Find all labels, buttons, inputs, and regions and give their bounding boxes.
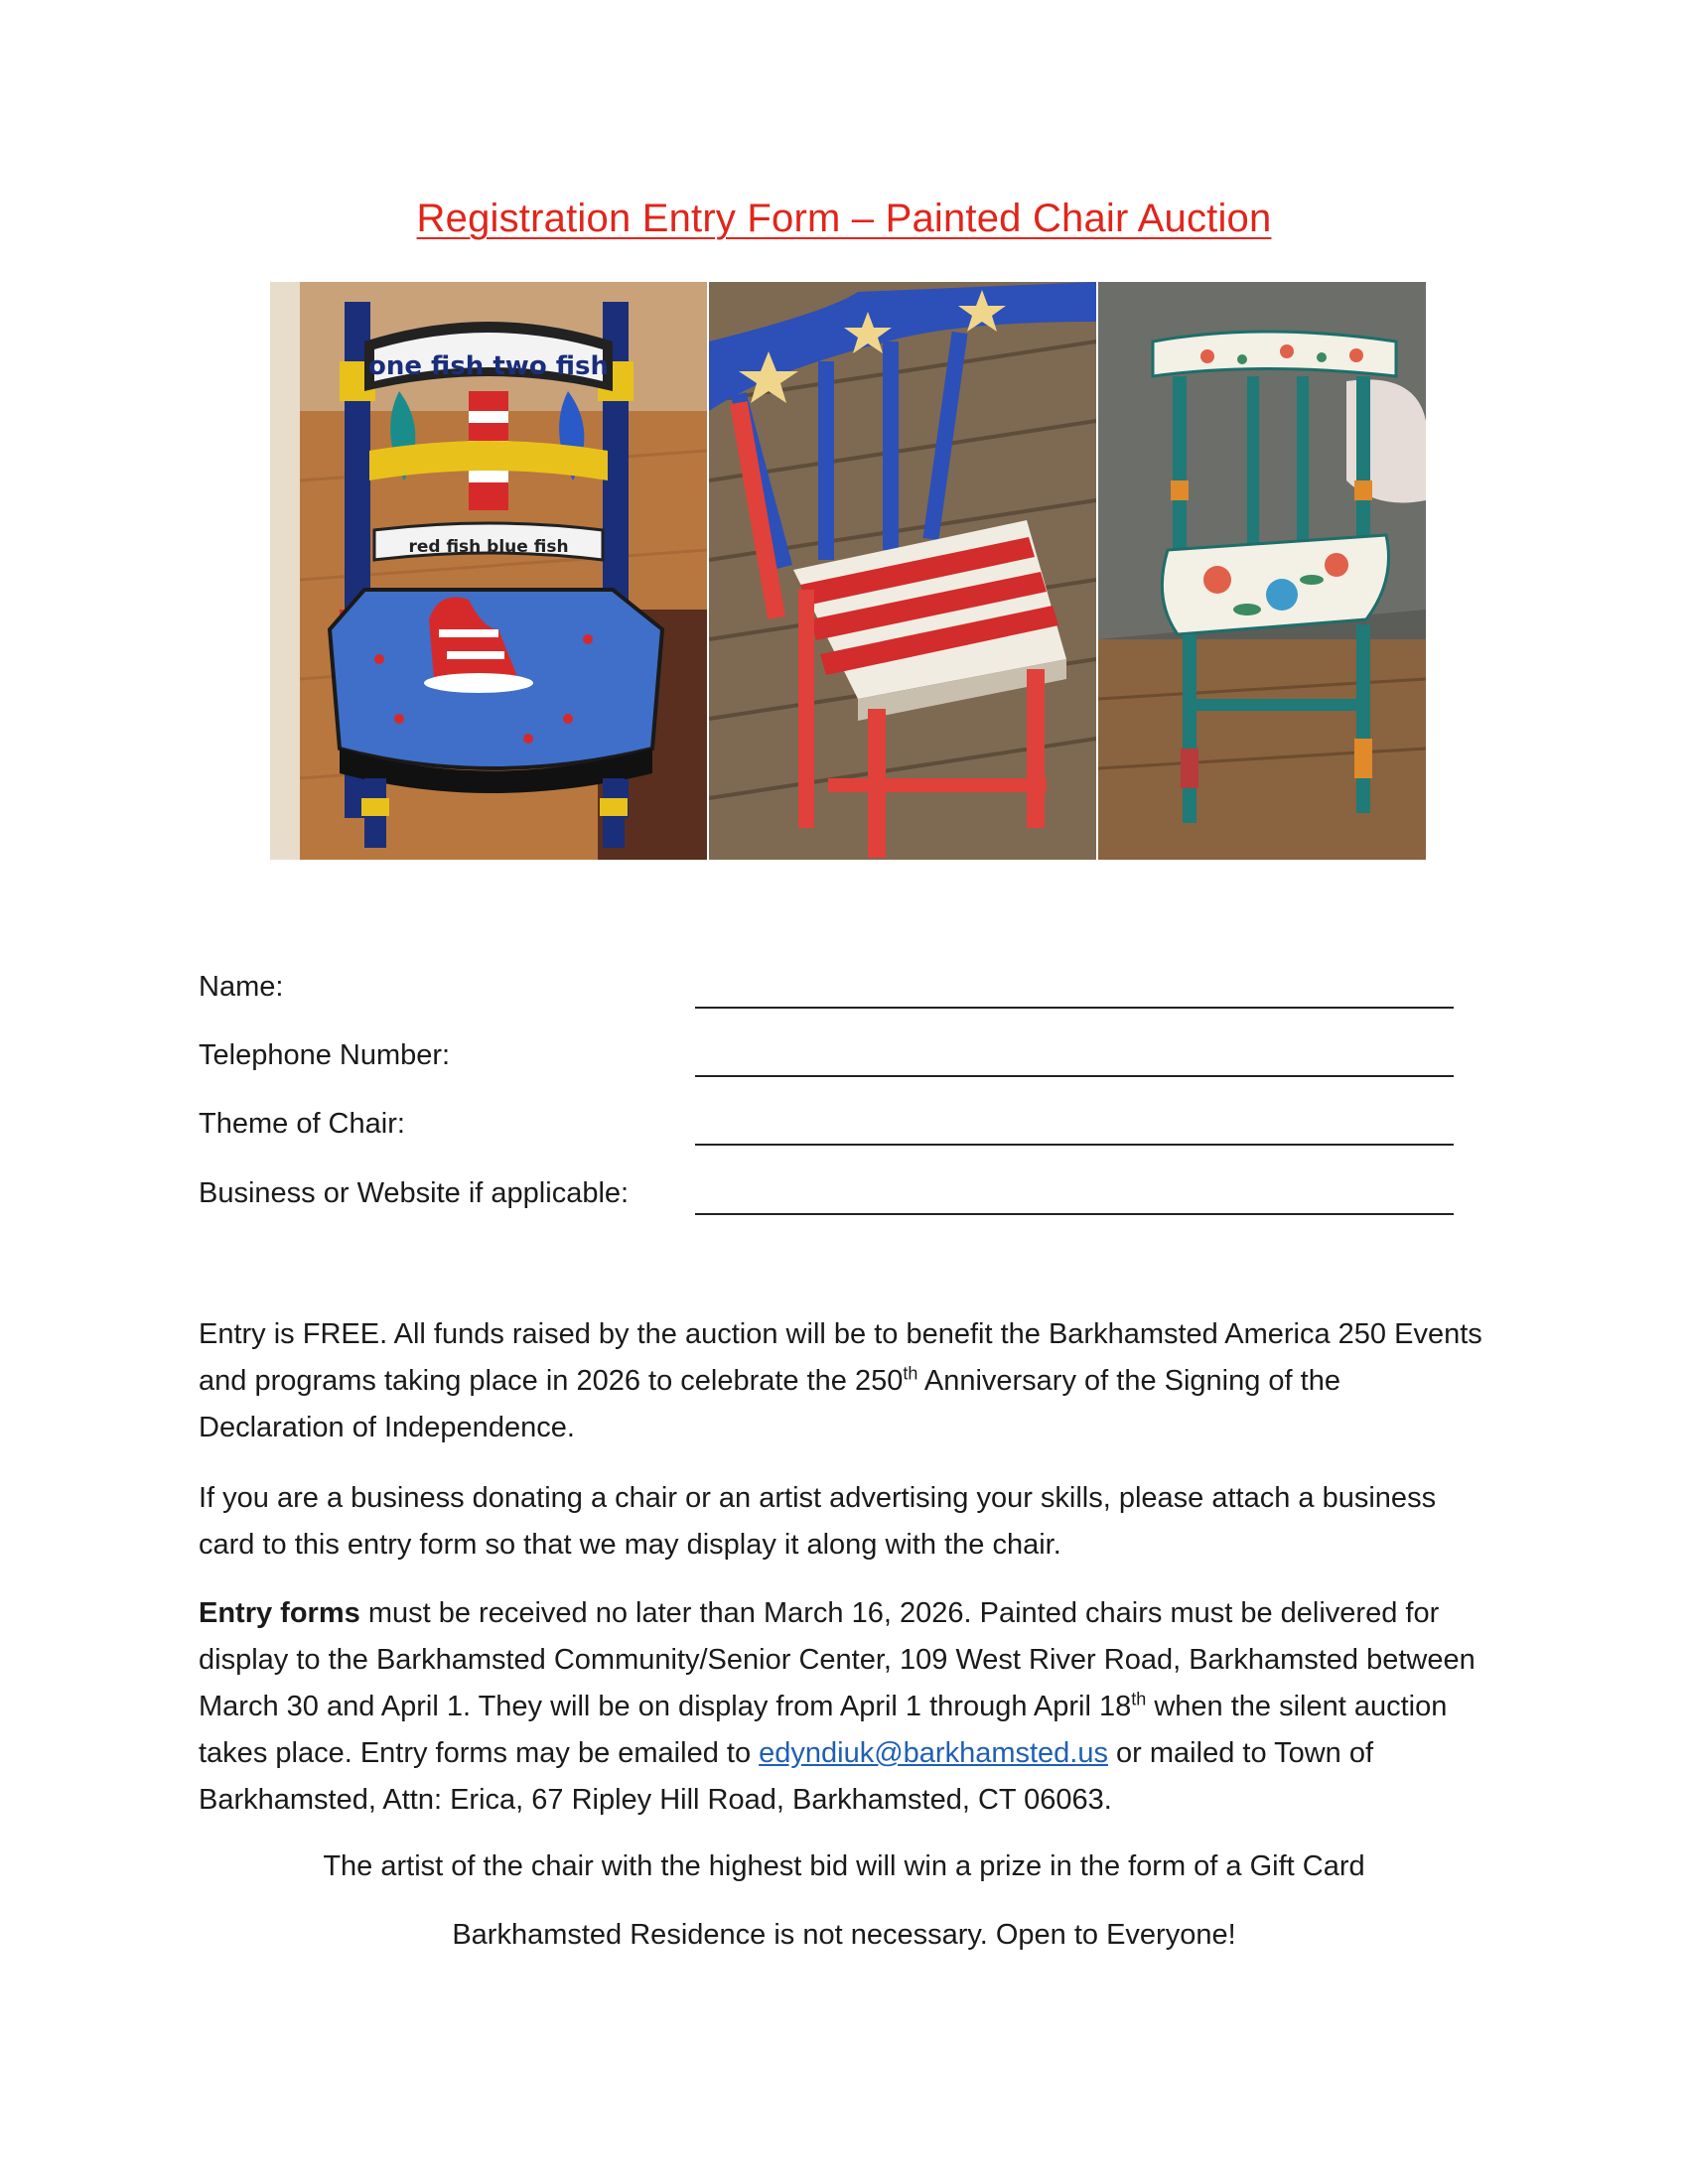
field-label: Telephone Number:	[199, 1039, 451, 1071]
field-label: Name:	[199, 971, 284, 1003]
form-field-theme	[199, 1108, 1456, 1158]
field-label: Theme of Chair:	[199, 1108, 405, 1140]
theme-input-line[interactable]	[695, 1144, 1454, 1146]
form-field-business	[199, 1177, 1456, 1227]
p3-bold: Entry forms	[199, 1597, 360, 1629]
field-label: Business or Website if applicable:	[199, 1177, 630, 1209]
p3-text-b: when the silent auction takes place. Entry forms may be emailed to	[199, 1691, 1448, 1769]
prize-statement: The artist of the chair with the highest bid will win a prize in the form of a Gift Card	[323, 1850, 1365, 1882]
name-input-line[interactable]	[695, 1007, 1454, 1009]
p1-sup: th	[903, 1363, 918, 1384]
p3-text-a: must be received no later than March 16, 2026. Painted chairs must be delivered for display to the Barkhamsted Community/Senior Center, 109 West River Road, Barkhamsted between March 30 and April 1. They will be on display from April 1 through April 18	[199, 1597, 1476, 1722]
p1-text-b: Anniversary of the Signing of the Declaration of Independence.	[199, 1365, 1340, 1443]
form-field-telephone	[199, 1039, 1456, 1089]
photo-text-top: one fish two fish	[368, 351, 609, 381]
form-field-name	[199, 971, 1456, 1021]
p3-sup: th	[1131, 1689, 1147, 1709]
page-title: Registration Entry Form – Painted Chair Auction	[416, 197, 1272, 240]
photo-text-bottom: red fish blue fish	[408, 537, 569, 557]
paragraph-entry-forms	[199, 1590, 1489, 1824]
residence-statement: Barkhamsted Residence is not necessary. Open to Everyone!	[452, 1919, 1236, 1951]
photo-floral-chair	[1098, 282, 1426, 860]
telephone-input-line[interactable]	[695, 1075, 1454, 1077]
paragraph-business-card: If you are a business donating a chair or an artist advertising your skills, please attach a business card to this entry form so that we may display it along with the chair.	[199, 1482, 1437, 1561]
p1-text-a: Entry is FREE. All funds raised by the auction will be to benefit the Barkhamsted America 250 Events and programs taking place in 2026 to celebrate the 250	[199, 1318, 1482, 1397]
email-link[interactable]: edyndiuk@barkhamsted.us	[759, 1737, 1108, 1769]
photo-seuss-chair	[270, 282, 707, 860]
business-input-line[interactable]	[695, 1213, 1454, 1215]
paragraph-entry-free	[199, 1311, 1489, 1451]
p3-text-c: or mailed to Town of Barkhamsted, Attn: Erica, 67 Ripley Hill Road, Barkhamsted, CT 06063.	[199, 1737, 1374, 1816]
photo-flag-chair	[709, 282, 1096, 860]
